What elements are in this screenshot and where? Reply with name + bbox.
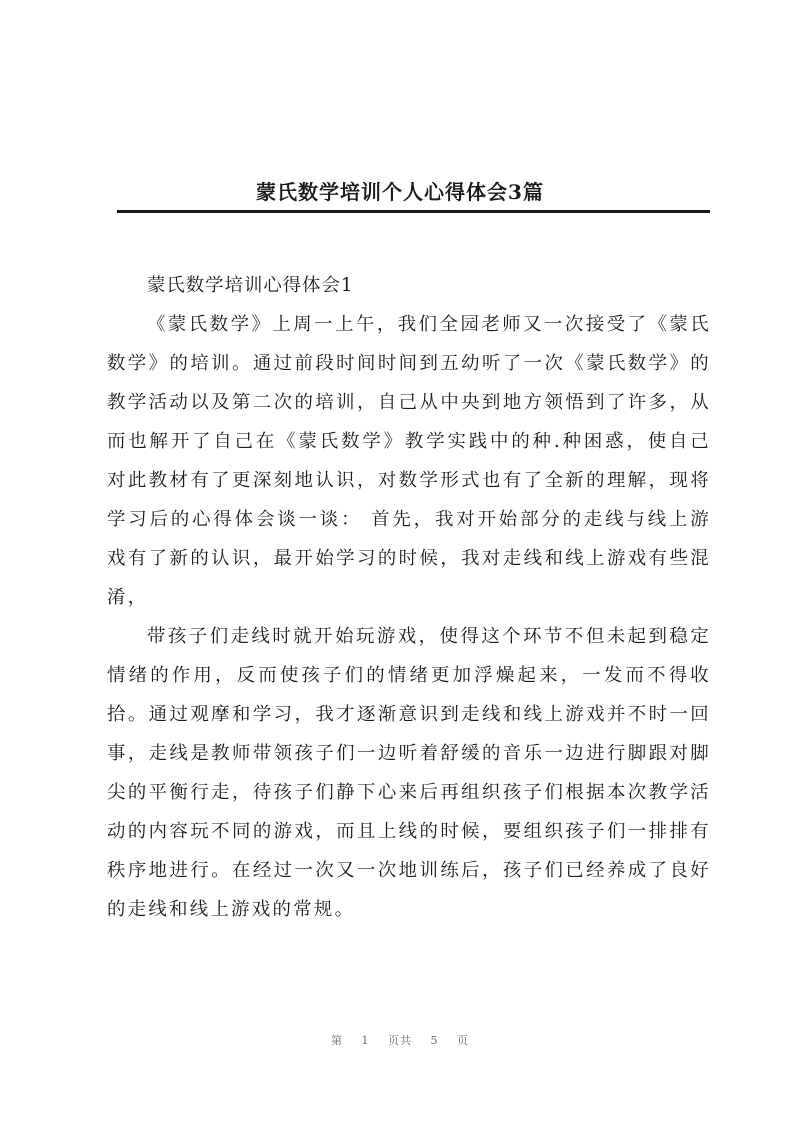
section-heading: 蒙氏数学培训心得体会1 — [147, 275, 354, 296]
document-body — [107, 266, 711, 929]
footer-total-pages: 5 — [430, 1034, 439, 1047]
footer-middle: 页共 — [388, 1034, 412, 1047]
page-footer — [0, 1032, 800, 1048]
footer-current-page: 1 — [361, 1034, 370, 1047]
footer-prefix: 第 — [331, 1034, 343, 1047]
paragraph-1: 《蒙氏数学》上周一上午，我们全园老师又一次接受了《蒙氏数学》的培训。通过前段时间时间到五幼听了一次《蒙氏数学》的教学活动以及第二次的培训，自己从中央到地方领悟到了许多，从而也解开了自己在《蒙氏数学》教学实践中的种.种困惑，使自己对此教材有了更深刻地认识，对数学形式也有了全新的理解，现将学习后的心得体会谈一谈： 首先，我对开始部分的走线与线上游戏有了新的认识，最开始学习的时候，我对走线和线上游戏有些混淆， — [107, 314, 711, 608]
title-divider — [117, 210, 710, 213]
paragraph-2: 带孩子们走线时就开始玩游戏，使得这个环节不但未起到稳定情绪的作用，反而使孩子们的情绪更加浮燥起来，一发而不得收拾。通过观摩和学习，我才逐渐意识到走线和线上游戏并不时一回事，走线是教师带领孩子们一边听着舒缓的音乐一边进行脚跟对脚尖的平衡行走，待孩子们静下心来后再组织孩子们根据本次教学活动的内容玩不同的游戏，而且上线的时候，要组织孩子们一排排有秩序地进行。在经过一次又一次地训练后，孩子们已经养成了良好的走线和线上游戏的常规。 — [107, 626, 711, 920]
page-title: 蒙氏数学培训个人心得体会3篇 — [256, 180, 544, 205]
footer-suffix: 页 — [457, 1034, 469, 1047]
